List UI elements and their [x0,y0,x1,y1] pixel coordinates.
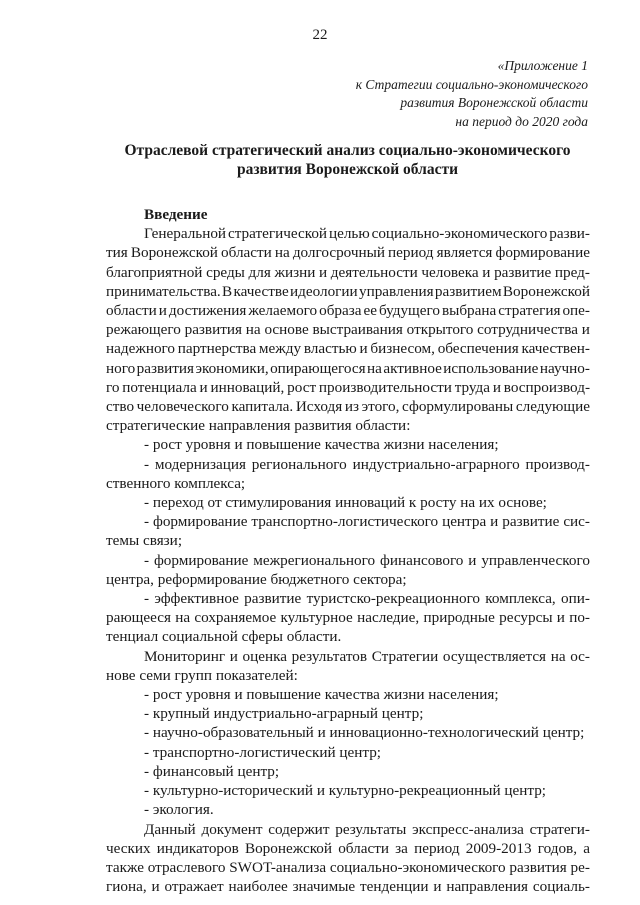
text-line [106,512,590,531]
word: межрегионального [253,551,376,569]
text-line [106,455,590,474]
word: экономики, [195,359,269,377]
word: и [359,340,368,358]
word: на [274,244,290,262]
appendix-line: развития Воронежской области [400,95,588,110]
text-line [106,551,590,570]
word: человека [421,263,479,281]
word: документ [201,820,263,838]
word: целью [328,225,370,243]
word: развитием [434,282,502,300]
word: сформулированы [402,398,514,416]
text-line [106,282,590,301]
word: использование [443,359,539,377]
text-line [106,359,590,378]
word: производительности [318,378,452,396]
word: наследие, [357,609,420,627]
text-line: - культурно-исторический и культурно-рекреационный центр; [144,782,547,800]
text-line: - экология. [144,801,214,819]
word: управления [358,282,434,300]
word: регионального [251,455,347,473]
word: эффективное [154,590,239,608]
word: сотрудничества [477,321,578,339]
title-line: Отраслевой стратегический анализ социально-экономического [124,142,571,159]
appendix-note [356,57,588,131]
word: образа [319,302,362,320]
word: индустриально-аграрного [352,455,520,473]
text-line [106,301,590,320]
word: развитие [502,513,560,531]
word: тенденции [360,878,429,896]
word: основе [264,321,309,339]
word: активное [383,359,442,377]
text-line: - научно-образовательный и инновационно-технологический центр; [144,724,585,742]
text-line [106,224,590,243]
word: индикаторов [156,839,239,857]
text-line: - крупный индустриально-аграрный центр; [144,705,424,723]
word: властью [303,340,357,358]
text-line [106,320,590,339]
word: В [222,282,233,300]
word: производ- [525,455,590,473]
word: на [550,647,566,665]
word: качествен- [521,340,590,358]
word: обеспечения [437,340,519,358]
text-line: - переход от стимулирования инноваций к росту на их основе; [144,494,547,512]
word: ного [106,359,136,377]
text-line [106,647,590,666]
word: рост [287,378,317,396]
word: социаль- [532,878,590,896]
text-line [106,397,590,416]
word: наиболее [228,878,288,896]
text-line: центра, реформирование бюджетного сектора; [106,570,407,588]
word: финансового [379,551,464,569]
word: и [158,302,167,320]
word: туристско-рекреационного [306,590,481,608]
word: формирование [153,513,248,531]
text-line: - финансовый центр; [144,762,280,780]
word: природные [423,609,495,627]
word: области [221,244,272,262]
word: модернизация [154,455,246,473]
word: пред- [554,263,590,281]
word: этого, [361,398,400,416]
word: научно- [539,359,590,377]
word: ос- [570,647,590,665]
word: и [556,609,565,627]
text-line [106,877,590,896]
paragraph-lines [106,224,590,896]
word: период [414,839,460,857]
word: оценка [242,647,287,665]
word: Мониторинг [144,647,226,665]
document-title [100,141,595,179]
word: для [248,263,271,281]
word: - [144,513,150,531]
word: области [338,839,389,857]
word: между [258,340,302,358]
text-line: тенциал социальной сферы области. [106,628,342,646]
word: и [492,378,501,396]
word: выбрана [441,302,497,320]
word: человеческого [136,398,229,416]
word: деятельности [330,263,418,281]
word: будущего [378,302,440,320]
word: Исходя [295,398,343,416]
word: труда [454,378,491,396]
word: стратеги- [529,820,590,838]
word: качестве [233,282,289,300]
word: центра [442,513,487,531]
word: и [468,551,477,569]
word: и [433,878,442,896]
text-line [106,839,590,858]
text-line: - рост уровня и повышение качества жизни населения; [144,686,499,704]
word: развития [136,359,194,377]
text-line [106,243,590,262]
word: экспресс-анализа [412,820,524,838]
word: и [199,378,208,396]
word: го [106,378,120,396]
word: и [482,263,491,281]
word: транспортно-логистического [251,513,439,531]
word: комплекса, [485,590,556,608]
text-line: нове семи групп показателей: [106,666,298,684]
word: и [319,263,328,281]
page-number: 22 [312,27,328,43]
word: формирование [153,551,249,569]
word: за [395,839,408,857]
word: и [490,513,499,531]
word: среды [206,263,245,281]
word: режающего [106,321,181,339]
word: SWOT-анализа [229,858,327,876]
text-line [106,608,590,627]
word: - [144,455,150,473]
text-line [106,378,590,397]
word: гиона, [106,878,147,896]
section-heading: Введение [144,206,208,223]
word: долгосрочный [292,244,385,262]
word: достижения [168,302,247,320]
word: по- [569,609,590,627]
word: и [229,647,238,665]
word: тия [106,244,128,262]
word: значимые [292,878,356,896]
word: из [344,398,359,416]
word: Воронежской [502,282,590,300]
word: направления [446,878,529,896]
word: период [388,244,434,262]
word: ее [363,302,377,320]
word: развития [509,858,567,876]
word: опи- [561,590,590,608]
word: осуществляется [442,647,547,665]
word: инноваций, [210,378,285,396]
appendix-line: «Приложение 1 [497,58,588,73]
word: бизнесом, [370,340,435,358]
body-text [106,205,590,896]
word: развитие [494,263,552,281]
text-line [106,339,590,358]
word: результаты [335,820,407,838]
word: жизни [274,263,316,281]
word: опе- [562,302,590,320]
word: на [175,609,191,627]
word: и [581,321,590,339]
appendix-line: к Стратегии социально-экономического [355,76,588,92]
word: Генеральной [144,225,227,243]
word: желаемого [248,302,318,320]
word: стратегической [227,225,328,243]
word: а [583,839,590,857]
text-line: темы связи; [106,532,183,550]
word: - [144,590,150,608]
word: благоприятной [106,263,203,281]
text-line [106,820,590,839]
word: отраслевого [147,858,226,876]
word: Стратегии [371,647,439,665]
text-line: стратегические направления развития области: [106,417,411,435]
text-line: ственного комплекса; [106,474,246,492]
word: идеологии [290,282,358,300]
word: формирование [495,244,590,262]
word: разви- [549,225,590,243]
word: потенциала [122,378,197,396]
text-line [106,589,590,608]
word: Воронежской [244,839,333,857]
word: результатов [291,647,368,665]
word: также [106,858,144,876]
text-line [106,263,590,282]
word: партнерства [177,340,257,358]
word: и [151,878,160,896]
word: культурное [280,609,353,627]
word: 2009-2013 [465,839,532,857]
word: ресурсы [499,609,553,627]
word: опирающегося [270,359,366,377]
word: капитала. [231,398,294,416]
word: стратегия [498,302,561,320]
word: принимательства. [106,282,221,300]
word: открытого [406,321,474,339]
text-line [106,858,590,877]
text-line: - рост уровня и повышение качества жизни населения; [144,436,499,454]
word: является [436,244,493,262]
word: содержит [268,820,330,838]
word: развитие [244,590,302,608]
word: рающееся [106,609,171,627]
word: на [367,359,382,377]
word: управленческого [481,551,590,569]
word: ческих [106,839,151,857]
word: Данный [144,820,196,838]
word: на [245,321,261,339]
word: развития [184,321,242,339]
word: ре- [570,858,590,876]
word: отражает [164,878,224,896]
word: ство [106,398,135,416]
word: сохраняемое [194,609,277,627]
title-line: развития Воронежской области [236,161,459,178]
word: годов, [537,839,578,857]
word: Воронежской [130,244,218,262]
word: надежного [106,340,175,358]
word: - [144,551,150,569]
word: следующие [515,398,590,416]
word: социально-экономического [371,225,548,243]
appendix-line: на период до 2020 года [455,113,588,129]
word: сис- [563,513,590,531]
text-line: - транспортно-логистический центр; [144,743,382,761]
word: области [106,302,157,320]
word: выстраивания [312,321,403,339]
word: социально-экономического [329,858,506,876]
word: воспроизвод- [503,378,590,396]
